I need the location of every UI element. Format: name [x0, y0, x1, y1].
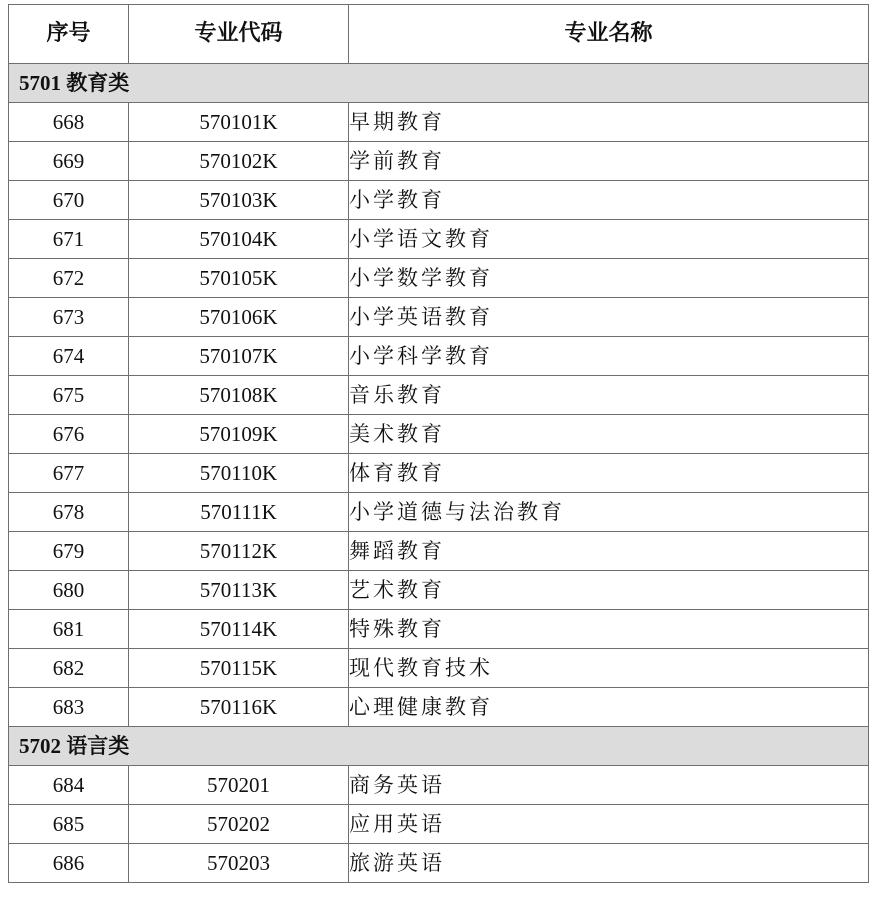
- code-cell: 570102K: [129, 142, 349, 181]
- table-row: [9, 142, 869, 181]
- code-cell: 570103K: [129, 181, 349, 220]
- seq-cell: 675: [9, 376, 129, 415]
- name-cell: 小学语文教育: [349, 220, 869, 259]
- seq-cell: 682: [9, 649, 129, 688]
- code-cell: 570116K: [129, 688, 349, 727]
- code-cell: 570113K: [129, 571, 349, 610]
- seq-cell: 677: [9, 454, 129, 493]
- table-row: [9, 649, 869, 688]
- table-row: [9, 805, 869, 844]
- seq-cell: 671: [9, 220, 129, 259]
- name-cell: 小学科学教育: [349, 337, 869, 376]
- seq-cell: 676: [9, 415, 129, 454]
- code-cell: 570105K: [129, 259, 349, 298]
- code-cell: 570101K: [129, 103, 349, 142]
- seq-cell: 681: [9, 610, 129, 649]
- table-row: [9, 181, 869, 220]
- table-body: [9, 64, 869, 883]
- name-cell: 美术教育: [349, 415, 869, 454]
- category-row: [9, 64, 869, 103]
- code-cell: 570203: [129, 844, 349, 883]
- seq-cell: 673: [9, 298, 129, 337]
- name-cell: 现代教育技术: [349, 649, 869, 688]
- name-cell: 艺术教育: [349, 571, 869, 610]
- code-cell: 570202: [129, 805, 349, 844]
- seq-cell: 683: [9, 688, 129, 727]
- name-cell: 体育教育: [349, 454, 869, 493]
- code-cell: 570110K: [129, 454, 349, 493]
- name-cell: 小学道德与法治教育: [349, 493, 869, 532]
- name-cell: 心理健康教育: [349, 688, 869, 727]
- table-header: [9, 5, 869, 64]
- table-row: [9, 376, 869, 415]
- name-cell: 小学英语教育: [349, 298, 869, 337]
- code-cell: 570114K: [129, 610, 349, 649]
- code-cell: 570104K: [129, 220, 349, 259]
- name-cell: 旅游英语: [349, 844, 869, 883]
- table-row: [9, 571, 869, 610]
- table-row: [9, 688, 869, 727]
- header-row: [9, 5, 869, 64]
- category-row: [9, 727, 869, 766]
- seq-cell: 668: [9, 103, 129, 142]
- major-table: [8, 4, 869, 883]
- name-cell: 小学教育: [349, 181, 869, 220]
- name-cell: 应用英语: [349, 805, 869, 844]
- header-code: 专业代码: [129, 5, 349, 64]
- header-seq: 序号: [9, 5, 129, 64]
- table-row: [9, 337, 869, 376]
- seq-cell: 684: [9, 766, 129, 805]
- table-row: [9, 259, 869, 298]
- seq-cell: 670: [9, 181, 129, 220]
- category-title: 5701 教育类: [9, 64, 869, 103]
- code-cell: 570109K: [129, 415, 349, 454]
- table-row: [9, 610, 869, 649]
- name-cell: 学前教育: [349, 142, 869, 181]
- header-name: 专业名称: [349, 5, 869, 64]
- name-cell: 音乐教育: [349, 376, 869, 415]
- name-cell: 小学数学教育: [349, 259, 869, 298]
- table-row: [9, 454, 869, 493]
- code-cell: 570107K: [129, 337, 349, 376]
- table-row: [9, 844, 869, 883]
- name-cell: 早期教育: [349, 103, 869, 142]
- seq-cell: 686: [9, 844, 129, 883]
- table-row: [9, 532, 869, 571]
- table-row: [9, 415, 869, 454]
- table-row: [9, 493, 869, 532]
- category-title: 5702 语言类: [9, 727, 869, 766]
- code-cell: 570106K: [129, 298, 349, 337]
- seq-cell: 669: [9, 142, 129, 181]
- table-row: [9, 766, 869, 805]
- code-cell: 570108K: [129, 376, 349, 415]
- seq-cell: 672: [9, 259, 129, 298]
- seq-cell: 678: [9, 493, 129, 532]
- code-cell: 570201: [129, 766, 349, 805]
- seq-cell: 679: [9, 532, 129, 571]
- seq-cell: 680: [9, 571, 129, 610]
- table-row: [9, 220, 869, 259]
- seq-cell: 674: [9, 337, 129, 376]
- table-row: [9, 103, 869, 142]
- name-cell: 特殊教育: [349, 610, 869, 649]
- code-cell: 570111K: [129, 493, 349, 532]
- code-cell: 570112K: [129, 532, 349, 571]
- name-cell: 舞蹈教育: [349, 532, 869, 571]
- table-row: [9, 298, 869, 337]
- name-cell: 商务英语: [349, 766, 869, 805]
- code-cell: 570115K: [129, 649, 349, 688]
- seq-cell: 685: [9, 805, 129, 844]
